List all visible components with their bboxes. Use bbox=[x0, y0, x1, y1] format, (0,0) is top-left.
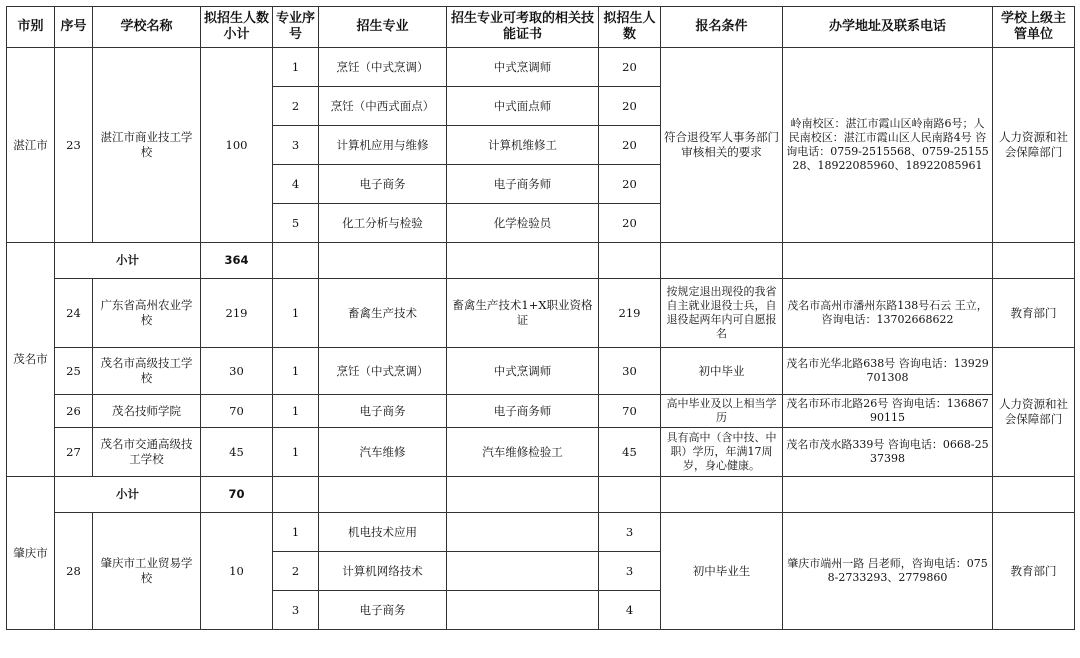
supervisor-cell: 教育部门 bbox=[993, 513, 1075, 630]
address-cell: 茂名市环市北路26号 咨询电话：13686790115 bbox=[783, 395, 993, 428]
address-cell: 岭南校区：湛江市霞山区岭南路6号；人民南校区：湛江市霞山区人民南路4号 咨询电话：0759-2515568、0759-2515528、18922085960、18922085961 bbox=[783, 48, 993, 243]
major-seq-cell: 1 bbox=[273, 279, 319, 348]
certificate-cell bbox=[447, 552, 599, 591]
subtotal-row bbox=[7, 243, 1075, 279]
header-plan: 拟招生人数 bbox=[599, 7, 661, 48]
major-seq-cell: 3 bbox=[273, 591, 319, 630]
address-cell: 茂名市茂水路339号 咨询电话：0668-2537398 bbox=[783, 428, 993, 477]
major-cell: 烹饪（中西式面点） bbox=[319, 87, 447, 126]
school-cell: 茂名市高级技工学校 bbox=[93, 348, 201, 395]
total-cell: 100 bbox=[201, 48, 273, 243]
table-row bbox=[7, 348, 1075, 395]
supervisor-cell: 人力资源和社会保障部门 bbox=[993, 348, 1075, 477]
certificate-cell: 畜禽生产技术1+X职业资格证 bbox=[447, 279, 599, 348]
city-cell: 湛江市 bbox=[7, 48, 55, 243]
header-row bbox=[7, 7, 1075, 48]
seq-cell: 24 bbox=[55, 279, 93, 348]
header-plan-total: 拟招生人数小计 bbox=[201, 7, 273, 48]
certificate-cell: 电子商务师 bbox=[447, 165, 599, 204]
total-cell: 70 bbox=[201, 395, 273, 428]
plan-cell: 3 bbox=[599, 513, 661, 552]
city-cell: 肇庆市 bbox=[7, 477, 55, 630]
header-supervisor: 学校上级主管单位 bbox=[993, 7, 1075, 48]
certificate-cell: 电子商务师 bbox=[447, 395, 599, 428]
certificate-cell: 中式烹调师 bbox=[447, 348, 599, 395]
major-cell: 烹饪（中式烹调） bbox=[319, 48, 447, 87]
plan-cell: 219 bbox=[599, 279, 661, 348]
certificate-cell bbox=[447, 513, 599, 552]
enrollment-table bbox=[6, 6, 1075, 630]
table-row bbox=[7, 395, 1075, 428]
major-cell: 电子商务 bbox=[319, 165, 447, 204]
school-cell: 茂名市交通高级技工学校 bbox=[93, 428, 201, 477]
header-certificate: 招生专业可考取的相关技能证书 bbox=[447, 7, 599, 48]
seq-cell: 27 bbox=[55, 428, 93, 477]
major-cell: 机电技术应用 bbox=[319, 513, 447, 552]
major-seq-cell: 4 bbox=[273, 165, 319, 204]
subtotal-value: 70 bbox=[201, 477, 273, 513]
seq-cell: 23 bbox=[55, 48, 93, 243]
major-cell: 计算机网络技术 bbox=[319, 552, 447, 591]
major-seq-cell: 1 bbox=[273, 348, 319, 395]
seq-cell: 28 bbox=[55, 513, 93, 630]
table-row bbox=[7, 279, 1075, 348]
major-seq-cell: 2 bbox=[273, 87, 319, 126]
subtotal-label: 小计 bbox=[55, 477, 201, 513]
certificate-cell: 计算机维修工 bbox=[447, 126, 599, 165]
certificate-cell: 中式面点师 bbox=[447, 87, 599, 126]
school-cell: 茂名技师学院 bbox=[93, 395, 201, 428]
conditions-cell: 高中毕业及以上相当学历 bbox=[661, 395, 783, 428]
supervisor-cell: 人力资源和社会保障部门 bbox=[993, 48, 1075, 243]
plan-cell: 3 bbox=[599, 552, 661, 591]
address-cell: 茂名市高州市潘州东路138号石云 王立，咨询电话：13702668622 bbox=[783, 279, 993, 348]
major-seq-cell: 2 bbox=[273, 552, 319, 591]
school-cell: 广东省高州农业学校 bbox=[93, 279, 201, 348]
certificate-cell: 中式烹调师 bbox=[447, 48, 599, 87]
table-row bbox=[7, 513, 1075, 552]
certificate-cell bbox=[447, 591, 599, 630]
school-cell: 湛江市商业技工学校 bbox=[93, 48, 201, 243]
major-cell: 化工分析与检验 bbox=[319, 204, 447, 243]
conditions-cell: 按规定退出现役的我省自主就业退役士兵，自退役起两年内可自愿报名 bbox=[661, 279, 783, 348]
major-seq-cell: 1 bbox=[273, 395, 319, 428]
major-seq-cell: 1 bbox=[273, 513, 319, 552]
supervisor-cell: 教育部门 bbox=[993, 279, 1075, 348]
header-major-seq: 专业序号 bbox=[273, 7, 319, 48]
plan-cell: 45 bbox=[599, 428, 661, 477]
header-school: 学校名称 bbox=[93, 7, 201, 48]
total-cell: 219 bbox=[201, 279, 273, 348]
subtotal-value: 364 bbox=[201, 243, 273, 279]
major-seq-cell: 1 bbox=[273, 428, 319, 477]
header-conditions: 报名条件 bbox=[661, 7, 783, 48]
conditions-cell: 初中毕业 bbox=[661, 348, 783, 395]
major-cell: 畜禽生产技术 bbox=[319, 279, 447, 348]
conditions-cell: 初中毕业生 bbox=[661, 513, 783, 630]
header-address: 办学地址及联系电话 bbox=[783, 7, 993, 48]
conditions-cell: 符合退役军人事务部门审核相关的要求 bbox=[661, 48, 783, 243]
header-city: 市别 bbox=[7, 7, 55, 48]
certificate-cell: 化学检验员 bbox=[447, 204, 599, 243]
header-major: 招生专业 bbox=[319, 7, 447, 48]
table-row bbox=[7, 428, 1075, 477]
city-cell: 茂名市 bbox=[7, 243, 55, 477]
plan-cell: 20 bbox=[599, 126, 661, 165]
total-cell: 30 bbox=[201, 348, 273, 395]
total-cell: 45 bbox=[201, 428, 273, 477]
table-row bbox=[7, 48, 1075, 87]
plan-cell: 4 bbox=[599, 591, 661, 630]
major-cell: 计算机应用与维修 bbox=[319, 126, 447, 165]
plan-cell: 20 bbox=[599, 165, 661, 204]
plan-cell: 30 bbox=[599, 348, 661, 395]
certificate-cell: 汽车维修检验工 bbox=[447, 428, 599, 477]
plan-cell: 20 bbox=[599, 204, 661, 243]
subtotal-row bbox=[7, 477, 1075, 513]
major-cell: 烹饪（中式烹调） bbox=[319, 348, 447, 395]
major-seq-cell: 3 bbox=[273, 126, 319, 165]
plan-cell: 20 bbox=[599, 87, 661, 126]
major-cell: 电子商务 bbox=[319, 591, 447, 630]
plan-cell: 70 bbox=[599, 395, 661, 428]
subtotal-label: 小计 bbox=[55, 243, 201, 279]
plan-cell: 20 bbox=[599, 48, 661, 87]
address-cell: 肇庆市端州一路 吕老师，咨询电话：0758-2733293、2779860 bbox=[783, 513, 993, 630]
major-seq-cell: 5 bbox=[273, 204, 319, 243]
total-cell: 10 bbox=[201, 513, 273, 630]
seq-cell: 26 bbox=[55, 395, 93, 428]
address-cell: 茂名市光华北路638号 咨询电话：13929701308 bbox=[783, 348, 993, 395]
major-cell: 电子商务 bbox=[319, 395, 447, 428]
conditions-cell: 具有高中（含中技、中职）学历，年满17周岁，身心健康。 bbox=[661, 428, 783, 477]
school-cell: 肇庆市工业贸易学校 bbox=[93, 513, 201, 630]
major-cell: 汽车维修 bbox=[319, 428, 447, 477]
header-seq: 序号 bbox=[55, 7, 93, 48]
seq-cell: 25 bbox=[55, 348, 93, 395]
major-seq-cell: 1 bbox=[273, 48, 319, 87]
